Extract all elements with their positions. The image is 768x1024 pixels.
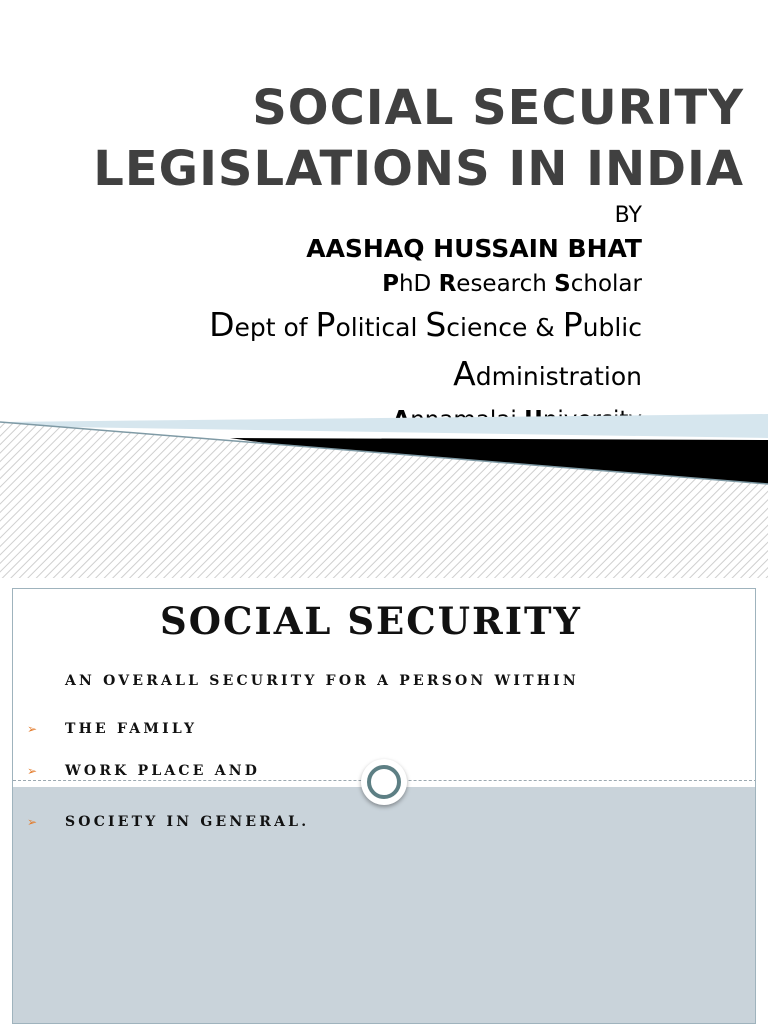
dept-cap-pub: P	[562, 305, 583, 344]
dept-text-1: ept of	[234, 313, 316, 342]
department-line-2	[22, 351, 642, 400]
decorative-wave-band	[0, 410, 768, 578]
circle-ornament-icon	[361, 759, 407, 805]
dept-cap-s: S	[425, 305, 447, 344]
dept-cap-a: A	[453, 354, 476, 393]
circle-ring	[367, 765, 401, 799]
dept-cap-p: P	[315, 305, 336, 344]
bullet-item-family: THE FAMILY	[65, 721, 198, 737]
role-cap-r: R	[438, 271, 457, 297]
department-line-1	[22, 302, 642, 351]
dept-text-2: olitical	[335, 313, 426, 342]
author-role	[22, 266, 642, 302]
role-text-1: hD	[398, 271, 439, 297]
author-name: AASHAQ HUSSAIN BHAT	[306, 234, 642, 263]
title-line-1: SOCIAL SECURITY	[252, 80, 744, 136]
slide-subtitle	[22, 200, 642, 440]
dept-text-3: cience &	[446, 313, 563, 342]
role-text-3: cholar	[570, 271, 642, 297]
bullet-item-society: SOCIETY IN GENERAL.	[65, 814, 310, 830]
dept-cap-d: D	[209, 305, 235, 344]
bullet-arrow-icon: ➢	[27, 815, 38, 829]
by-label: BY	[614, 203, 642, 228]
dept-text-5: dministration	[475, 362, 642, 391]
slide-title	[24, 78, 744, 200]
role-cap-s: S	[554, 271, 571, 297]
intro-text: AN OVERALL SECURITY FOR A PERSON WITHIN	[65, 673, 579, 689]
dept-text-4: ublic	[582, 313, 642, 342]
bullet-arrow-icon: ➢	[27, 722, 38, 736]
bullet-arrow-icon: ➢	[27, 764, 38, 778]
bullet-item-workplace: WORK PLACE AND	[65, 763, 261, 779]
role-text-2: esearch	[456, 271, 555, 297]
content-title: SOCIAL SECURITY	[160, 599, 582, 643]
content-slide	[12, 588, 756, 1024]
title-line-2: LEGISLATIONS IN INDIA	[93, 141, 744, 197]
role-cap-p: P	[382, 271, 399, 297]
